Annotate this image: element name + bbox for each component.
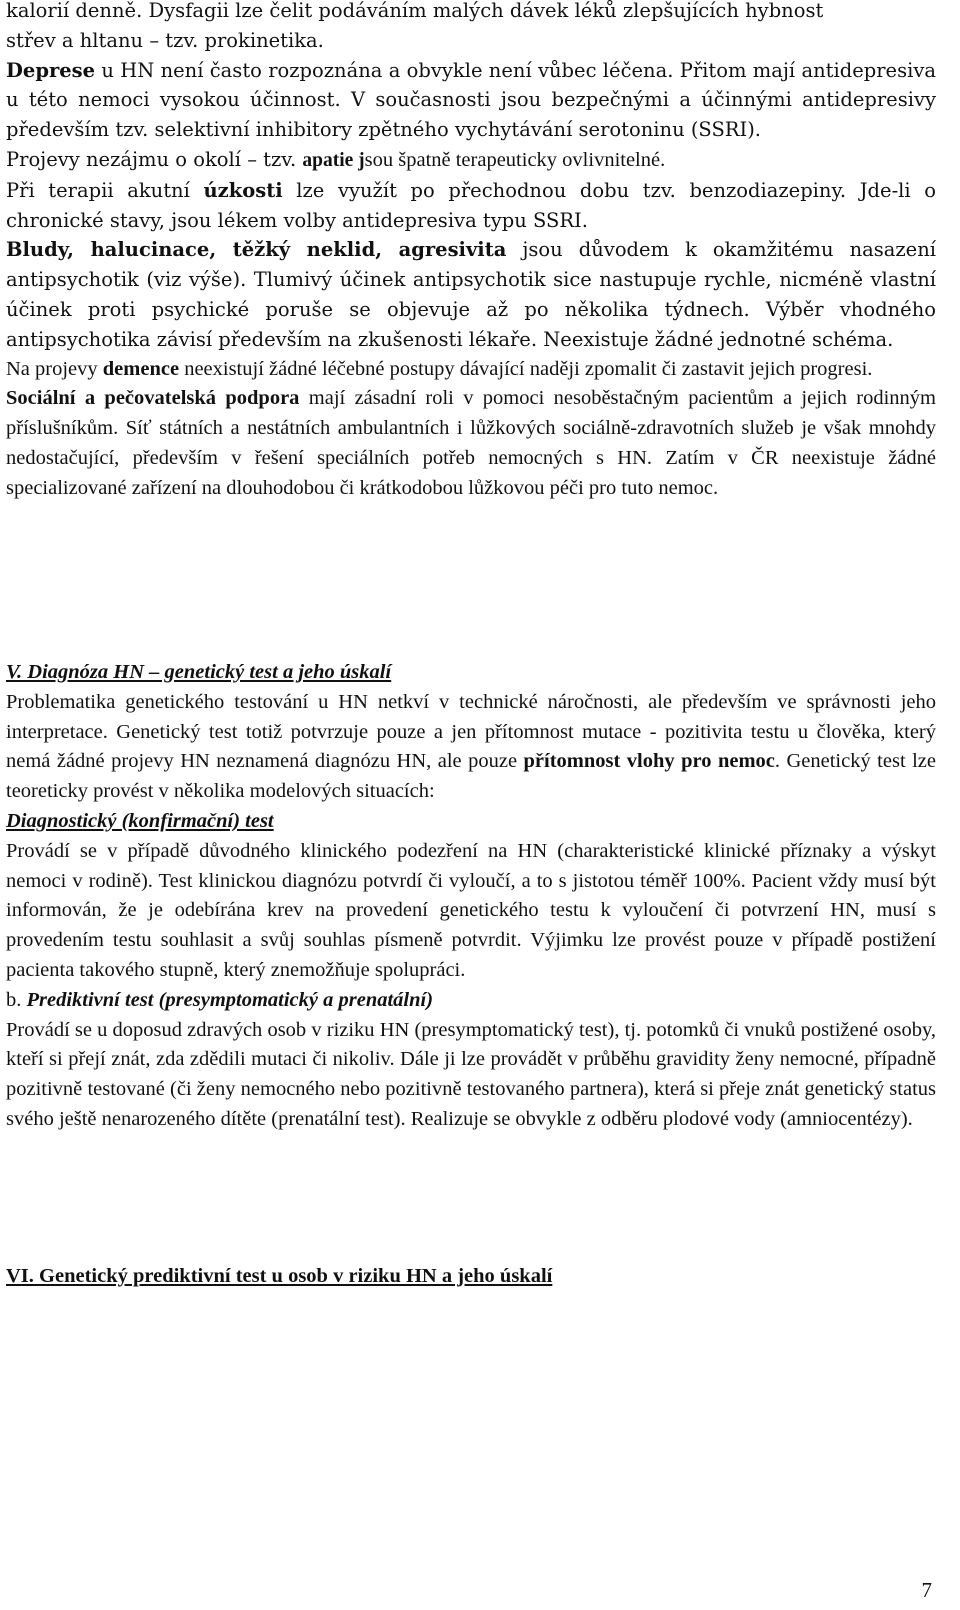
- text-run: u HN není často rozpoznána a obvykle není vůbec léčena. Přitom mají antidepresiva u této nemoci vysokou účinnost. V současnosti jsou bezpečnými a účinnými antidepresivy především tzv. selektivní inhibitory zpětného vychytávání serotoninu (SSRI).: [6, 58, 936, 142]
- text-run: Na projevy: [6, 357, 103, 380]
- predictive-test-heading: [6, 986, 936, 1016]
- section-6-heading: VI. Genetický prediktivní test u osob v riziku HN a jeho úskalí: [6, 1265, 553, 1287]
- bold-term: přítomnost vlohy pro nemoc: [523, 750, 775, 773]
- section-5: [6, 658, 936, 1135]
- text-run: lze využít po přechodnou dobu tzv. benzodiazepiny. Jde-li o chronické stavy, jsou lékem volby antidepresiva typu SSRI.: [6, 178, 936, 232]
- heading-text: Prediktivní test (presymptomatický a prenatální): [26, 988, 434, 1011]
- section-5-intro: [6, 688, 936, 807]
- text-run: sou špatně terapeuticky ovlivnitelné.: [364, 148, 666, 171]
- paragraph-depression: [6, 56, 936, 145]
- text-run: neexistují žádné léčebné postupy dávající naději zpomalit či zastavit jejich progresi.: [179, 357, 873, 380]
- text-run: Tlumivý účinek antipsychotik sice nastupuje rychle, nicméně vlastní účinek proti psychické poruše se objevuje až po několika týdnech. Výběr vhodného antipsychotika závisí především na zkušenosti lékaře. Neexistuje žádné jednotné schéma.: [6, 268, 937, 351]
- bold-term: úzkosti: [203, 178, 283, 202]
- bold-term: Deprese: [6, 58, 96, 82]
- paragraph-dysphagia: [6, 0, 936, 56]
- text-line: střev a hltanu – tzv. prokinetika.: [6, 28, 324, 52]
- text-run: . Genetický test lze teoreticky provést v několika modelových situacích:: [6, 750, 936, 803]
- text-column: [6, 0, 936, 504]
- paragraph-apathy: [6, 145, 936, 176]
- text-run: Projevy nezájmu o okolí – tzv.: [6, 147, 303, 171]
- section-6: [6, 1262, 936, 1292]
- text-run: jsou důvodem k okamžitému nasazení antipsychotik (viz výše).: [6, 238, 936, 292]
- predictive-test-text: Provádí se u doposud zdravých osob v riziku HN (presymptomatický test), tj. potomků či vnuků postižené osoby, kteří si přejí znát, zda zdědili mutaci či nikoliv. Dále ji lze provádět v průběhu gravidity ženy nemocné, případně pozitivně testované (či ženy nemocného nebo pozitivně testovaného partnera), která si přeje znát genetický status svého ještě nenarozeného dítěte (prenatální test). Realizuje se obvykle z odběru plodové vody (amniocentézy).: [6, 1018, 936, 1130]
- text-run: Při terapii akutní: [6, 178, 204, 202]
- paragraph-anxiety: [6, 176, 936, 236]
- paragraph-dementia: [6, 355, 936, 385]
- list-marker: b.: [6, 988, 27, 1011]
- bold-term: apatie j: [302, 149, 365, 171]
- text-run: Problematika genetického testování u HN netkví v technické náročnosti, ale především ve správnosti jeho interpretace. Genetický test totiž potvrzuje pouze a jen přítomnost mutace - pozitivita testu u člověka, který nemá žádné projevy HN neznamená diagnózu HN, ale pouze: [6, 690, 936, 773]
- paragraph-antipsychotics: [6, 235, 936, 354]
- section-5-heading: V. Diagnóza HN – genetický test a jeho úskalí: [6, 661, 392, 683]
- bold-term: demence: [102, 357, 180, 380]
- bold-term: Sociální a pečovatelská podpora: [6, 387, 300, 410]
- diagnostic-test-text: Provádí se v případě důvodného klinického podezření na HN (charakteristické klinické příznaky a výskyt nemoci v rodině). Test klinickou diagnózu potvrdí či vyloučí, a to s jistotou téměř 100%. Pacient vždy musí být informován, že je odebírána krev na provedení genetického testu k vyloučení či potvrzení HN, musí s provedením testu souhlasit a svůj souhlas písmeně potvrdit. Výjimku lze provést pouze v případě postižení pacienta takového stupně, který znemožňuje spolupráci.: [6, 839, 936, 981]
- paragraph-social-support: [6, 384, 936, 503]
- text-line: kalorií denně. Dysfagii lze čelit podáváním malých dávek léků zlepšujících hybnost: [6, 0, 824, 22]
- page-number: 7: [921, 1578, 932, 1602]
- diagnostic-test-heading: Diagnostický (konfirmační) test: [6, 809, 274, 832]
- text-run: mají zásadní roli v pomoci nesoběstačným pacientům a jejich rodinným příslušníkům. Síť státních a nestátních ambulantních i lůžkových sociálně-zdravotních služeb je však mnohdy nedostačující, především v řešení speciálních potřeb nemocných s HN. Zatím v ČR neexistuje žádné specializované zařízení na dlouhodobou či krátkodobou lůžkovou péči pro tuto nemoc.: [6, 387, 937, 499]
- bold-term: Bludy, halucinace, těžký neklid, agresivita: [6, 238, 507, 262]
